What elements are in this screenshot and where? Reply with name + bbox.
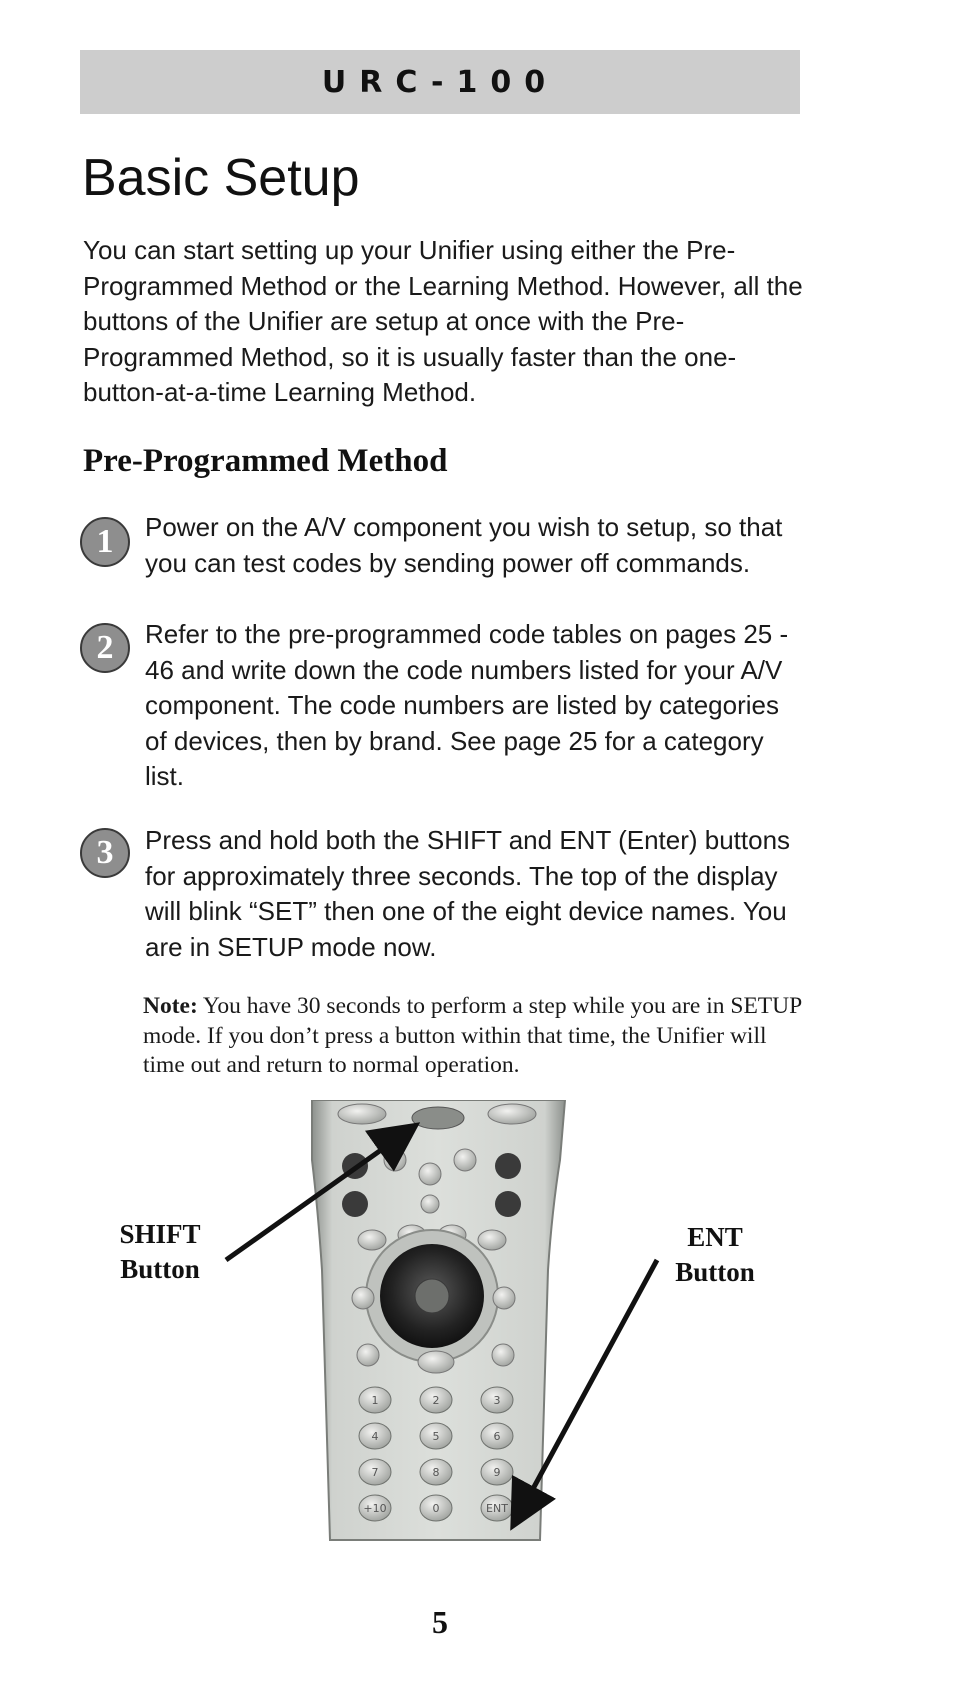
keypad-button-label: 7 bbox=[371, 1466, 379, 1479]
ent-arrow bbox=[515, 1260, 657, 1522]
step-2-text: Refer to the pre-programmed code tables on pages 25 - 46 and write down the code numbers listed for your A/V component. The code numbers are listed by categories of devices, then by brand. See page 25 for a category list. bbox=[145, 619, 789, 791]
step-3-text: Press and hold both the SHIFT and ENT (Enter) buttons for approximately three seconds. The top of the display will blink “SET” then one of the eight device names. You are in SETUP mode now. bbox=[145, 825, 791, 962]
keypad-button-label: +10 bbox=[363, 1502, 387, 1515]
keypad-button-label: 4 bbox=[371, 1430, 379, 1443]
note-paragraph bbox=[143, 992, 808, 1081]
shift-arrow bbox=[226, 1128, 412, 1260]
ent-button-label bbox=[645, 1220, 785, 1290]
page-title: Basic Setup bbox=[82, 149, 360, 207]
step-2-icon: 2 bbox=[80, 623, 130, 673]
keypad-button-label: 0 bbox=[432, 1502, 440, 1515]
keypad-button-label: 1 bbox=[371, 1394, 379, 1407]
step-3-icon: 3 bbox=[80, 828, 130, 878]
keypad-button-label: 3 bbox=[493, 1394, 501, 1407]
shift-label-line2: Button bbox=[120, 1254, 200, 1284]
keypad-button-label: 2 bbox=[432, 1394, 440, 1407]
step-1-text: Power on the A/V component you wish to setup, so that you can test codes by sending power off commands. bbox=[145, 512, 783, 578]
ent-label-line2: Button bbox=[675, 1257, 755, 1287]
section-title: Pre-Programmed Method bbox=[83, 443, 448, 479]
keypad-button-label: 5 bbox=[432, 1430, 440, 1443]
remote-figure bbox=[0, 1100, 954, 1550]
shift-label-line1: SHIFT bbox=[119, 1219, 201, 1249]
keypad-button-label: 8 bbox=[432, 1466, 440, 1479]
keypad-button-label: 9 bbox=[493, 1466, 501, 1479]
step-1-icon: 1 bbox=[80, 517, 130, 567]
intro-paragraph: You can start setting up your Unifier using either the Pre-Programmed Method or the Learning Method. However, all the buttons of the Unifier are setup at once with the Pre-Programmed Method, so it is usually faster than the one-button-at-a-time Learning Method. bbox=[83, 235, 803, 407]
page-number: 5 bbox=[432, 1604, 448, 1640]
note-label: Note: bbox=[143, 993, 198, 1019]
keypad-button-label: ENT bbox=[486, 1502, 508, 1515]
ent-label-line1: ENT bbox=[687, 1222, 743, 1252]
note-text: You have 30 seconds to perform a step while you are in SETUP mode. If you don’t press a button within that time, the Unifier will time out and return to normal operation. bbox=[143, 993, 802, 1078]
callout-arrows bbox=[0, 1100, 954, 1550]
header-bar bbox=[80, 50, 800, 114]
model-name: URC-100 bbox=[321, 64, 559, 100]
keypad-button-label: 6 bbox=[493, 1430, 501, 1443]
shift-button-label bbox=[90, 1217, 230, 1287]
